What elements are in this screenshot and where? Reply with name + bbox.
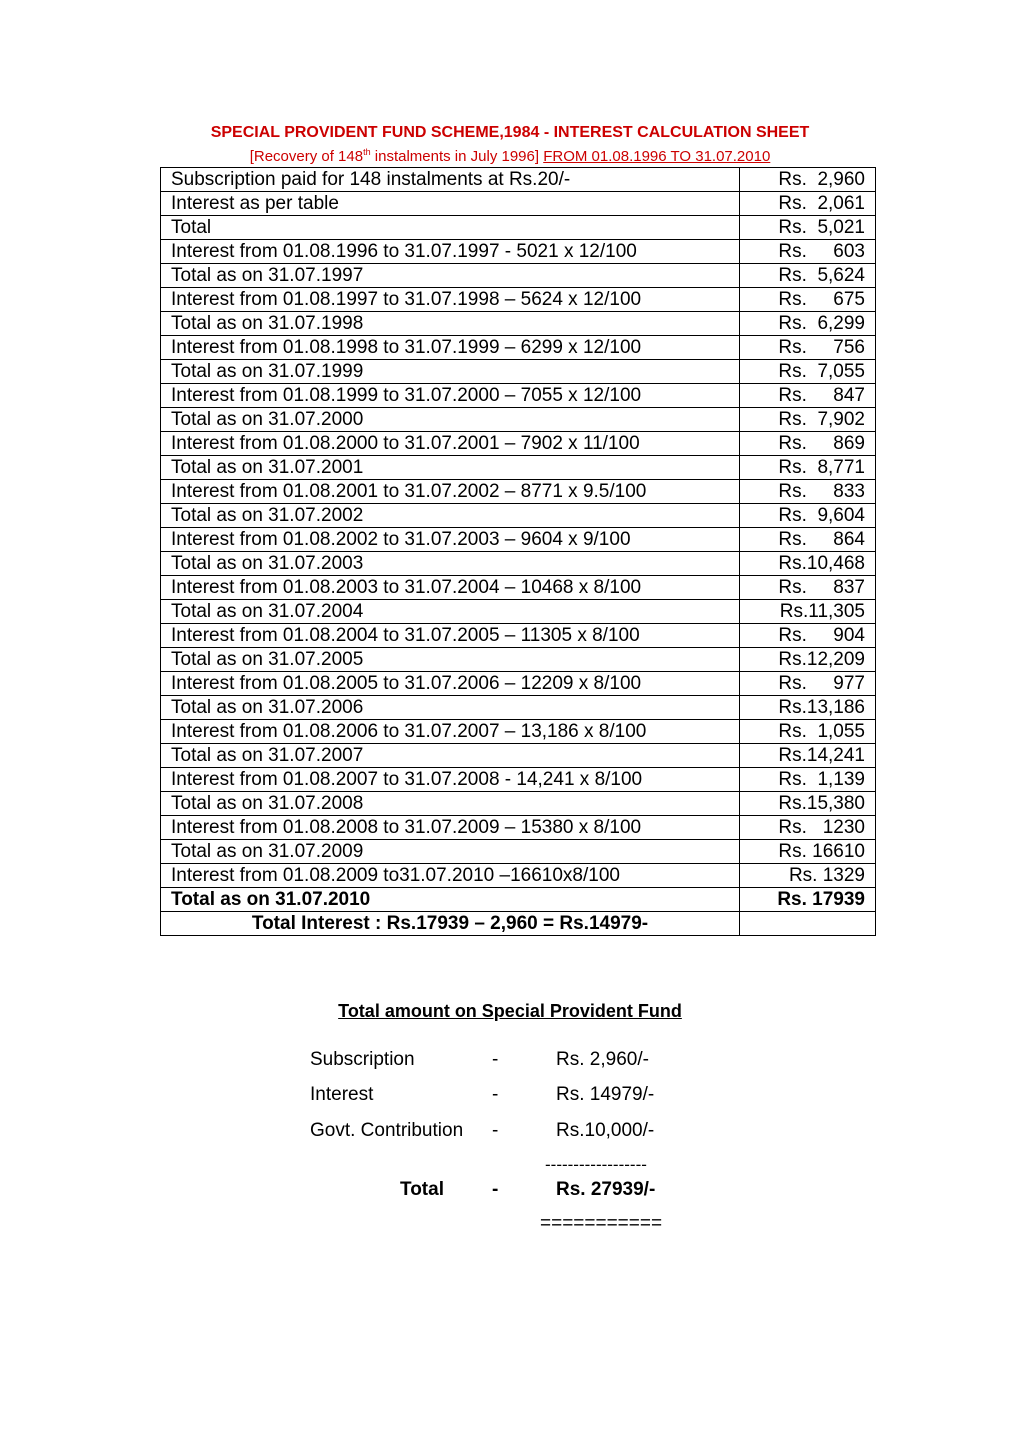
- row-amount: Rs. 1230: [740, 816, 876, 840]
- row-amount: Rs. 675: [740, 288, 876, 312]
- row-description: Total as on 31.07.1997: [161, 264, 740, 288]
- row-amount: Rs. 904: [740, 624, 876, 648]
- row-amount: Rs. 1,139: [740, 768, 876, 792]
- row-description: Interest from 01.08.2002 to 31.07.2003 – 9604 x 9/100: [161, 528, 740, 552]
- row-description: Total as on 31.07.2004: [161, 600, 740, 624]
- subtitle-superscript: th: [363, 147, 371, 157]
- row-amount: Rs.15,380: [740, 792, 876, 816]
- summary-double-rule: ===========: [540, 1213, 663, 1234]
- summary-govt-value: Rs.10,000/-: [556, 1120, 655, 1141]
- row-description: Interest from 01.08.1999 to 31.07.2000 – 7055 x 12/100: [161, 384, 740, 408]
- document-subtitle: [0, 147, 1020, 165]
- row-amount: Rs.13,186: [740, 696, 876, 720]
- table-row: [161, 864, 876, 888]
- table-row: [161, 192, 876, 216]
- table-row: [161, 288, 876, 312]
- row-amount: [740, 912, 876, 936]
- table-body: [161, 168, 876, 936]
- subtitle-period: FROM 01.08.1996 TO 31.07.2010: [543, 148, 771, 165]
- summary-separator: ------------------: [545, 1155, 647, 1174]
- table-row: [161, 480, 876, 504]
- summary-subscription-value: Rs. 2,960/-: [556, 1049, 649, 1070]
- summary-total-label: Total: [400, 1179, 444, 1200]
- row-amount: Rs. 2,061: [740, 192, 876, 216]
- row-description: Total as on 31.07.2008: [161, 792, 740, 816]
- row-description: Total as on 31.07.2002: [161, 504, 740, 528]
- summary-subscription-dash: -: [492, 1049, 499, 1070]
- row-amount: Rs. 7,902: [740, 408, 876, 432]
- row-description: Interest from 01.08.2004 to 31.07.2005 – 11305 x 8/100: [161, 624, 740, 648]
- summary-title: Total amount on Special Provident Fund: [338, 1001, 682, 1021]
- row-amount: Rs. 864: [740, 528, 876, 552]
- row-description: Interest from 01.08.1998 to 31.07.1999 – 6299 x 12/100: [161, 336, 740, 360]
- row-amount: Rs. 837: [740, 576, 876, 600]
- row-amount: Rs. 2,960: [740, 168, 876, 192]
- row-amount: Rs. 6,299: [740, 312, 876, 336]
- table-row: [161, 888, 876, 912]
- summary-total-value: Rs. 27939/-: [556, 1179, 656, 1200]
- table-row: [161, 672, 876, 696]
- row-description: Total as on 31.07.2000: [161, 408, 740, 432]
- subtitle-middle: instalments in July 1996]: [370, 148, 544, 165]
- table-row: [161, 696, 876, 720]
- summary-govt-dash: -: [492, 1120, 499, 1141]
- table-row: [161, 336, 876, 360]
- table-row: [161, 840, 876, 864]
- row-description: Interest from 01.08.2008 to 31.07.2009 – 15380 x 8/100: [161, 816, 740, 840]
- row-description: Total as on 31.07.2003: [161, 552, 740, 576]
- row-description: Interest from 01.08.1997 to 31.07.1998 – 5624 x 12/100: [161, 288, 740, 312]
- row-amount: Rs.14,241: [740, 744, 876, 768]
- table-row: [161, 624, 876, 648]
- table-row: [161, 576, 876, 600]
- row-description: Total as on 31.07.2007: [161, 744, 740, 768]
- table-row: [161, 552, 876, 576]
- table-row: [161, 912, 876, 936]
- table-row: [161, 744, 876, 768]
- table-row: [161, 216, 876, 240]
- interest-calculation-table: [160, 167, 876, 936]
- table-row: [161, 432, 876, 456]
- table-row: [161, 816, 876, 840]
- row-amount: Rs.10,468: [740, 552, 876, 576]
- table-row: [161, 768, 876, 792]
- row-amount: Rs. 8,771: [740, 456, 876, 480]
- table-row: [161, 456, 876, 480]
- row-description: Interest from 01.08.2007 to 31.07.2008 - 14,241 x 8/100: [161, 768, 740, 792]
- table-row: [161, 168, 876, 192]
- summary-total-dash: -: [492, 1179, 499, 1200]
- row-description: Total Interest : Rs.17939 – 2,960 = Rs.14979-: [161, 912, 740, 936]
- table-row: [161, 384, 876, 408]
- summary-govt-label: Govt. Contribution: [310, 1120, 464, 1141]
- row-amount: Rs. 756: [740, 336, 876, 360]
- row-description: Total as on 31.07.2001: [161, 456, 740, 480]
- row-amount: Rs. 9,604: [740, 504, 876, 528]
- row-description: Subscription paid for 148 instalments at Rs.20/-: [161, 168, 740, 192]
- row-description: Interest from 01.08.2001 to 31.07.2002 – 8771 x 9.5/100: [161, 480, 740, 504]
- row-description: Total as on 31.07.2006: [161, 696, 740, 720]
- row-description: Total as on 31.07.2009: [161, 840, 740, 864]
- row-description: Interest from 01.08.2006 to 31.07.2007 – 13,186 x 8/100: [161, 720, 740, 744]
- subtitle-prefix: [Recovery of 148: [249, 148, 364, 165]
- row-description: Total: [161, 216, 740, 240]
- row-amount: Rs. 977: [740, 672, 876, 696]
- row-amount: Rs. 833: [740, 480, 876, 504]
- table-row: [161, 720, 876, 744]
- row-amount: Rs. 17939: [740, 888, 876, 912]
- row-description: Interest from 01.08.2000 to 31.07.2001 – 7902 x 11/100: [161, 432, 740, 456]
- row-description: Total as on 31.07.1998: [161, 312, 740, 336]
- row-description: Interest from 01.08.2005 to 31.07.2006 – 12209 x 8/100: [161, 672, 740, 696]
- row-amount: Rs.12,209: [740, 648, 876, 672]
- table-row: [161, 528, 876, 552]
- table-row: [161, 600, 876, 624]
- row-amount: Rs. 1,055: [740, 720, 876, 744]
- table-row: [161, 240, 876, 264]
- summary-subscription-label: Subscription: [310, 1049, 415, 1070]
- summary-interest-dash: -: [492, 1084, 499, 1105]
- table-row: [161, 504, 876, 528]
- row-description: Interest from 01.08.2009 to31.07.2010 –16610x8/100: [161, 864, 740, 888]
- table-row: [161, 408, 876, 432]
- row-amount: Rs. 5,021: [740, 216, 876, 240]
- table-row: [161, 792, 876, 816]
- row-description: Total as on 31.07.2005: [161, 648, 740, 672]
- table-row: [161, 264, 876, 288]
- table-row: [161, 360, 876, 384]
- summary-interest-value: Rs. 14979/-: [556, 1084, 655, 1105]
- row-amount: Rs.11,305: [740, 600, 876, 624]
- summary-interest-label: Interest: [310, 1084, 374, 1105]
- row-description: Total as on 31.07.1999: [161, 360, 740, 384]
- row-amount: Rs. 16610: [740, 840, 876, 864]
- row-description: Interest as per table: [161, 192, 740, 216]
- table-row: [161, 648, 876, 672]
- row-description: Total as on 31.07.2010: [161, 888, 740, 912]
- row-amount: Rs. 847: [740, 384, 876, 408]
- row-amount: Rs. 869: [740, 432, 876, 456]
- row-amount: Rs. 7,055: [740, 360, 876, 384]
- row-amount: Rs. 5,624: [740, 264, 876, 288]
- row-amount: Rs. 603: [740, 240, 876, 264]
- row-description: Interest from 01.08.1996 to 31.07.1997 - 5021 x 12/100: [161, 240, 740, 264]
- table-row: [161, 312, 876, 336]
- document-title: SPECIAL PROVIDENT FUND SCHEME,1984 - INTEREST CALCULATION SHEET: [210, 124, 810, 141]
- row-amount: Rs. 1329: [740, 864, 876, 888]
- row-description: Interest from 01.08.2003 to 31.07.2004 – 10468 x 8/100: [161, 576, 740, 600]
